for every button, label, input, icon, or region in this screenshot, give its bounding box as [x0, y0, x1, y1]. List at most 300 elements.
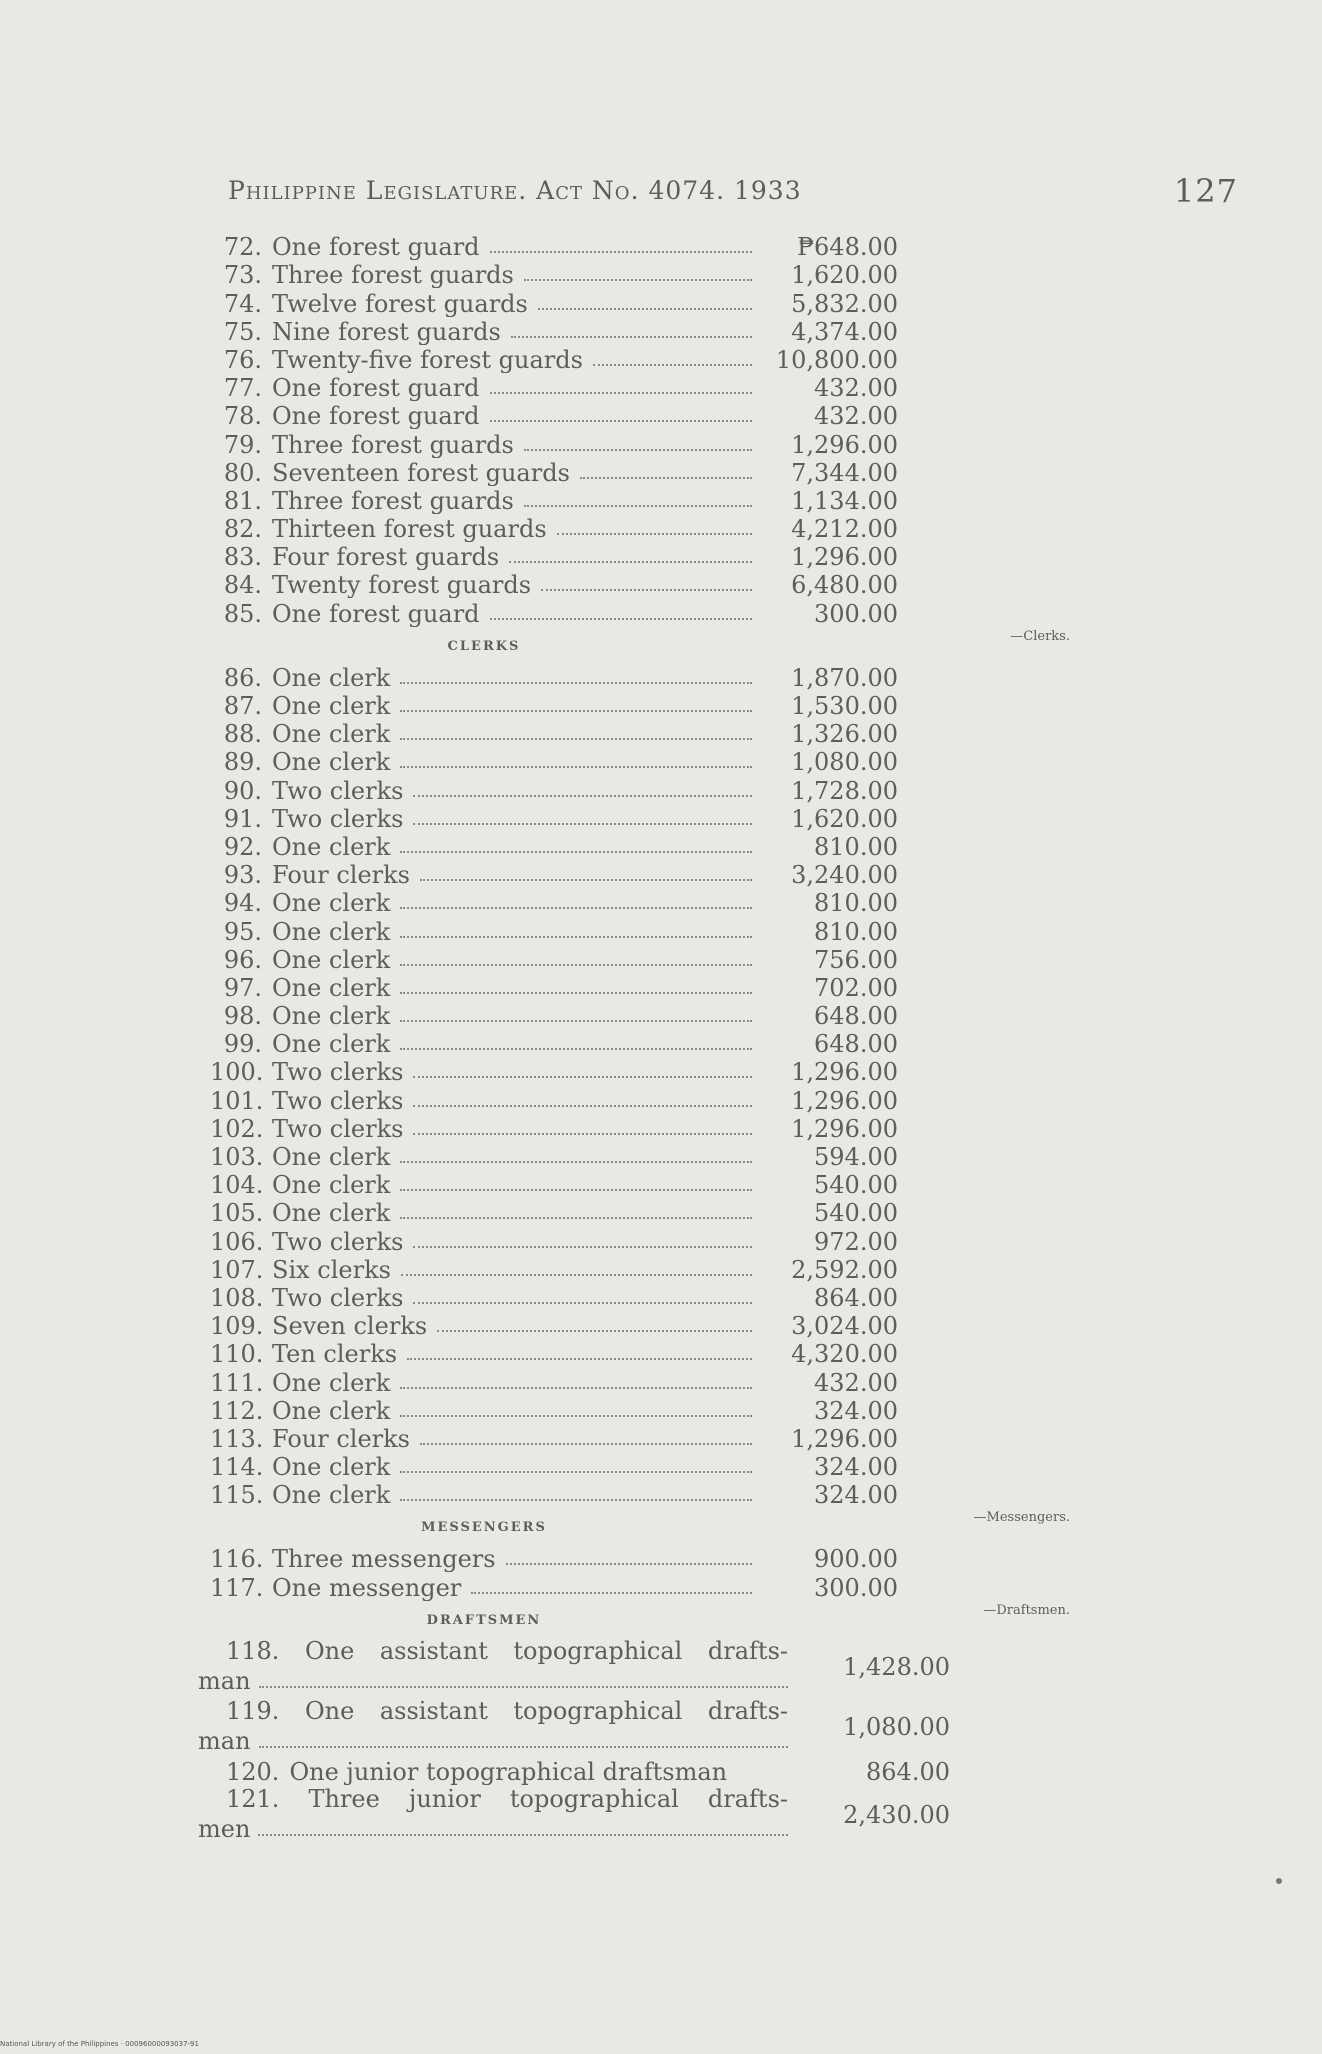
item-number: 87. [223, 693, 262, 719]
item-number: 112. [210, 1397, 264, 1424]
footer-note: National Library of the Philippines · 00096000093037-91 [0, 2040, 199, 2048]
item-label [210, 890, 758, 916]
item-label [210, 1229, 758, 1255]
item-text: Nine forest guards [272, 318, 501, 345]
clerk-row [210, 945, 990, 973]
item-label [210, 778, 758, 804]
item-label [210, 1031, 758, 1057]
item-amount: 864.00 [814, 1283, 898, 1312]
item-number: 116. [210, 1546, 264, 1573]
dot-leader [557, 533, 752, 535]
item-label [210, 1482, 758, 1508]
item-text: Seventeen forest guards [272, 459, 570, 486]
item-text: One clerk [272, 1031, 391, 1058]
section-title: DRAFTSMEN [426, 1612, 542, 1628]
item-text: One clerk [272, 974, 391, 1001]
item-label [210, 665, 758, 691]
dot-leader [400, 1471, 752, 1473]
item-number: 74. [223, 290, 262, 317]
draftsman-row [198, 1784, 990, 1845]
item-number: 100. [210, 1059, 264, 1086]
item-text: Thirteen forest guards [272, 516, 547, 543]
item-label [210, 1370, 758, 1396]
item-amount: 756.00 [814, 945, 898, 974]
clerk-row [210, 1198, 990, 1226]
item-text: Two clerks [272, 1284, 404, 1311]
item-text: One clerk [272, 749, 391, 776]
item-text: Seven clerks [272, 1313, 428, 1340]
forest-guard-row [210, 401, 990, 429]
draftsmen-section-heading [210, 1601, 1070, 1637]
item-amount: 2,430.00 [843, 1800, 950, 1829]
item-label [210, 1144, 758, 1170]
item-text-line1: 118. One assistant topographical drafts- [226, 1636, 788, 1665]
clerk-row [210, 775, 990, 803]
item-number: 102. [210, 1115, 264, 1142]
item-text: One forest guard [272, 234, 480, 261]
clerk-row [210, 832, 990, 860]
item-label [210, 460, 758, 486]
item-amount: 1,296.00 [791, 1424, 898, 1453]
item-number: 81. [223, 487, 262, 514]
item-label [210, 572, 758, 598]
item-label [210, 432, 758, 458]
clerk-row [210, 1480, 990, 1508]
item-text-line2 [198, 1727, 788, 1755]
item-number: 104. [210, 1172, 264, 1199]
item-text-line2 [198, 1815, 788, 1843]
clerk-row [210, 1452, 990, 1480]
item-amount: 432.00 [814, 402, 898, 431]
item-text: Three forest guards [272, 487, 514, 514]
item-amount: ₱648.00 [797, 233, 898, 262]
dot-leader [420, 1443, 752, 1445]
item-amount: 810.00 [814, 917, 898, 946]
dot-leader [413, 1302, 752, 1304]
draftsman-row [226, 1757, 1006, 1785]
item-number: 72. [223, 234, 262, 261]
item-text: Four forest guards [272, 544, 500, 571]
item-number: 106. [210, 1228, 264, 1255]
item-text: One clerk [272, 1369, 391, 1396]
item-label [210, 1546, 758, 1572]
item-number: 88. [223, 721, 262, 748]
dot-leader [400, 1499, 752, 1501]
item-amount: 7,344.00 [791, 458, 898, 487]
item-amount: 6,480.00 [791, 571, 898, 600]
clerk-row [210, 1226, 990, 1254]
item-number: 80. [223, 459, 262, 486]
dot-leader [506, 1563, 752, 1565]
clerk-row [210, 719, 990, 747]
item-amount: 324.00 [814, 1396, 898, 1425]
item-amount: 3,024.00 [791, 1312, 898, 1341]
item-label [210, 749, 758, 775]
dot-leader [400, 1415, 752, 1417]
item-amount: 900.00 [814, 1545, 898, 1574]
item-text: One clerk [272, 1003, 391, 1030]
item-label [210, 601, 758, 627]
item-number: 115. [210, 1482, 264, 1509]
item-number: 93. [223, 862, 262, 889]
item-text: One clerk [272, 1200, 391, 1227]
clerk-row [210, 747, 990, 775]
dot-leader [400, 1161, 752, 1163]
dot-leader [490, 618, 752, 620]
dot-leader [400, 1048, 752, 1050]
item-number: 117. [210, 1574, 264, 1601]
item-amount: 432.00 [814, 1368, 898, 1397]
item-number: 101. [210, 1087, 264, 1114]
item-number: 84. [223, 572, 262, 599]
clerk-row [210, 1057, 990, 1085]
item-number: 109. [210, 1313, 264, 1340]
appropriation-list [198, 232, 1070, 1845]
item-text: One junior topographical draftsman [289, 1758, 728, 1785]
item-number: 89. [223, 749, 262, 776]
forest-guard-row [210, 317, 990, 345]
item-amount: 702.00 [814, 973, 898, 1002]
draftsman-row [198, 1636, 990, 1697]
item-label [210, 319, 758, 345]
item-text: Two clerks [272, 1228, 404, 1255]
item-text: One clerk [272, 1397, 391, 1424]
item-label [210, 516, 758, 542]
clerk-row [210, 663, 990, 691]
item-amount: 300.00 [814, 1573, 898, 1602]
clerk-row [210, 1367, 990, 1395]
paper-speck [1276, 1878, 1282, 1884]
item-amount: 1,728.00 [791, 776, 898, 805]
dot-leader [400, 1387, 752, 1389]
item-text-line2 [198, 1667, 788, 1695]
item-number: 76. [223, 346, 262, 373]
item-text: One forest guard [272, 375, 480, 402]
item-label [210, 403, 758, 429]
dot-leader [400, 682, 752, 684]
item-amount: 1,870.00 [791, 663, 898, 692]
dot-leader [259, 1746, 788, 1748]
item-text: One clerk [272, 890, 391, 917]
item-label [210, 262, 758, 288]
item-amount: 2,592.00 [791, 1255, 898, 1284]
item-amount: 1,080.00 [791, 748, 898, 777]
clerk-row [210, 1170, 990, 1198]
item-amount: 1,530.00 [791, 692, 898, 720]
item-label [210, 862, 758, 888]
dot-leader [471, 1592, 752, 1594]
item-amount: 972.00 [814, 1227, 898, 1256]
item-amount: 648.00 [814, 1002, 898, 1031]
dot-leader [437, 1330, 752, 1332]
margin-note: —Messengers. [973, 1510, 1070, 1526]
item-text: One forest guard [272, 600, 480, 627]
item-text: One clerk [272, 664, 391, 691]
dot-leader [490, 420, 752, 422]
dot-leader [400, 766, 752, 768]
forest-guard-row [210, 288, 990, 316]
item-amount: 540.00 [814, 1171, 898, 1200]
dot-leader [400, 710, 752, 712]
clerk-row [210, 1311, 990, 1339]
item-amount: 1,296.00 [791, 430, 898, 459]
item-number: 95. [223, 918, 262, 945]
page-number: 127 [1173, 172, 1238, 210]
clerk-row [210, 1339, 990, 1367]
item-text: Twenty forest guards [272, 572, 532, 599]
item-amount: 810.00 [814, 832, 898, 861]
dot-leader [258, 1834, 788, 1836]
item-text: Two clerks [272, 805, 404, 832]
clerk-row [210, 1255, 990, 1283]
item-amount: 1,620.00 [791, 261, 898, 290]
item-label [210, 375, 758, 401]
clerk-row [210, 1085, 990, 1113]
item-amount: 1,620.00 [791, 804, 898, 833]
item-text: Six clerks [272, 1256, 391, 1283]
dot-leader [413, 823, 752, 825]
item-text: One clerk [272, 918, 391, 945]
dot-leader [401, 1274, 752, 1276]
item-amount: 1,296.00 [791, 1114, 898, 1143]
item-number: 108. [210, 1284, 264, 1311]
item-number: 77. [223, 375, 262, 402]
dot-leader [413, 1105, 752, 1107]
dot-leader [400, 1189, 752, 1191]
item-text-line1: 121. Three junior topographical drafts- [226, 1784, 788, 1813]
item-text: Three messengers [272, 1546, 496, 1573]
item-text: One forest guard [272, 403, 480, 430]
item-text: Twelve forest guards [272, 290, 528, 317]
item-amount: 648.00 [814, 1030, 898, 1059]
item-label [210, 806, 758, 832]
item-number: 75. [223, 318, 262, 345]
dot-leader [509, 561, 752, 563]
dot-leader [524, 505, 752, 507]
item-text: One clerk [272, 833, 391, 860]
forest-guard-row [210, 458, 990, 486]
item-number: 107. [210, 1256, 264, 1283]
forest-guard-row [210, 260, 990, 288]
dot-leader [400, 992, 752, 994]
item-text: Four clerks [272, 862, 410, 889]
item-text: Twenty-five forest guards [272, 346, 583, 373]
item-text: One clerk [272, 1454, 391, 1481]
forest-guard-row [210, 486, 990, 514]
dot-leader [524, 449, 752, 451]
item-label [210, 721, 758, 747]
dot-leader [541, 589, 752, 591]
item-label [210, 975, 758, 1001]
item-text: One clerk [272, 1482, 391, 1509]
item-number: 82. [223, 516, 262, 543]
item-label [210, 947, 758, 973]
item-label [210, 1088, 758, 1114]
item-number: 85. [223, 600, 262, 627]
item-label [210, 1116, 758, 1142]
item-amount: 1,428.00 [843, 1652, 950, 1681]
dot-leader [400, 851, 752, 853]
item-text: One clerk [272, 1172, 391, 1199]
item-number: 83. [223, 544, 262, 571]
clerk-row [210, 916, 990, 944]
item-number: 113. [210, 1425, 264, 1452]
item-amount: 4,212.00 [791, 515, 898, 544]
item-amount: 10,800.00 [775, 345, 898, 374]
item-text: Three forest guards [272, 262, 514, 289]
item-amount: 324.00 [814, 1453, 898, 1482]
item-amount: 4,320.00 [791, 1340, 898, 1369]
item-number: 99. [223, 1031, 262, 1058]
dot-leader [538, 308, 752, 310]
section-title: CLERKS [447, 638, 521, 654]
dot-leader [407, 1358, 752, 1360]
item-text: Three forest guards [272, 431, 514, 458]
dot-leader [490, 392, 752, 394]
clerk-row [210, 1283, 990, 1311]
clerks-section-heading [210, 627, 1070, 663]
item-number: 92. [223, 833, 262, 860]
dot-leader [400, 907, 752, 909]
item-amount: 1,296.00 [791, 1086, 898, 1115]
clerk-row [210, 1424, 990, 1452]
clerk-row [210, 860, 990, 888]
item-label [210, 291, 758, 317]
dot-leader [400, 1020, 752, 1022]
item-label [210, 544, 758, 570]
forest-guard-row [210, 598, 990, 626]
clerk-row [210, 1029, 990, 1057]
item-label [210, 1003, 758, 1029]
messengers-section-heading [210, 1508, 1070, 1544]
item-number: 90. [223, 777, 262, 804]
item-text: Two clerks [272, 1059, 404, 1086]
item-text: Ten clerks [272, 1341, 398, 1368]
item-number: 110. [210, 1341, 264, 1368]
item-amount: 300.00 [814, 599, 898, 628]
item-label [210, 1398, 758, 1424]
item-amount: 1,080.00 [843, 1712, 950, 1741]
item-amount: 1,296.00 [791, 543, 898, 572]
dot-leader [580, 477, 752, 479]
messenger-row [210, 1572, 990, 1600]
item-label [210, 488, 758, 514]
item-label [210, 1172, 758, 1198]
item-label [210, 693, 758, 719]
forest-guard-row [210, 345, 990, 373]
dot-leader [511, 336, 752, 338]
item-amount: 540.00 [814, 1199, 898, 1228]
item-text: Two clerks [272, 1087, 404, 1114]
item-label [210, 1575, 758, 1601]
item-label [226, 1759, 774, 1785]
item-text: Four clerks [272, 1425, 410, 1452]
item-text-line1: 119. One assistant topographical drafts- [226, 1696, 788, 1725]
item-number: 78. [223, 403, 262, 430]
dot-leader [259, 1686, 788, 1688]
clerk-row [210, 804, 990, 832]
item-label [210, 1341, 758, 1367]
messenger-row [210, 1544, 990, 1572]
forest-guard-row [210, 570, 990, 598]
item-text: One clerk [272, 721, 391, 748]
item-amount: 3,240.00 [791, 861, 898, 890]
dot-leader [400, 738, 752, 740]
item-label [210, 234, 758, 260]
item-amount: 4,374.00 [791, 317, 898, 346]
item-text: One clerk [272, 693, 391, 719]
forest-guard-row [210, 429, 990, 457]
item-number: 73. [223, 262, 262, 289]
section-title: MESSENGERS [421, 1520, 547, 1536]
clerk-row [210, 1396, 990, 1424]
item-number: 96. [223, 946, 262, 973]
item-label [210, 1059, 758, 1085]
item-label [210, 1257, 758, 1283]
item-number: 114. [210, 1454, 264, 1481]
item-number: 120. [226, 1758, 280, 1785]
item-amount: 5,832.00 [791, 289, 898, 318]
draftsman-row [198, 1696, 990, 1757]
item-number: 97. [223, 974, 262, 1001]
item-label [210, 1313, 758, 1339]
item-label [210, 1426, 758, 1452]
margin-note: —Clerks. [1010, 628, 1070, 644]
item-number: 91. [223, 805, 262, 832]
item-amount: 1,326.00 [791, 720, 898, 749]
dot-leader [524, 279, 752, 281]
forest-guard-row [210, 542, 990, 570]
dot-leader [420, 879, 752, 881]
dot-leader [490, 251, 752, 253]
item-amount: 864.00 [866, 1757, 950, 1786]
item-text: One messenger [272, 1574, 462, 1601]
item-number: 79. [223, 431, 262, 458]
item-text: One clerk [272, 1144, 391, 1170]
item-label [210, 347, 758, 373]
clerk-row [210, 1001, 990, 1029]
forest-guard-row [210, 232, 990, 260]
item-text-continuation: man [198, 1726, 251, 1755]
item-number: 103. [210, 1144, 264, 1170]
item-amount: 1,134.00 [791, 486, 898, 515]
dot-leader [413, 1246, 752, 1248]
margin-note: —Draftsmen. [983, 1602, 1070, 1618]
item-text: One clerk [272, 946, 391, 973]
item-label [210, 1454, 758, 1480]
dot-leader [413, 1133, 752, 1135]
clerk-row [210, 691, 990, 719]
dot-leader [400, 1217, 752, 1219]
item-amount: 810.00 [814, 889, 898, 918]
clerk-row [210, 1142, 990, 1170]
item-number: 111. [210, 1369, 264, 1396]
item-text: Two clerks [272, 1115, 404, 1142]
forest-guard-row [210, 514, 990, 542]
item-amount: 1,296.00 [791, 1058, 898, 1087]
item-amount: 324.00 [814, 1481, 898, 1510]
dot-leader [413, 795, 752, 797]
item-number: 105. [210, 1200, 264, 1227]
running-title: Philippine Legislature. Act No. 4074. 1933 [228, 176, 802, 205]
dot-leader [400, 964, 752, 966]
item-number: 86. [223, 664, 262, 691]
item-amount: 432.00 [814, 374, 898, 403]
item-text: Two clerks [272, 777, 404, 804]
clerk-row [210, 888, 990, 916]
forest-guard-row [210, 373, 990, 401]
item-number: 98. [223, 1003, 262, 1030]
